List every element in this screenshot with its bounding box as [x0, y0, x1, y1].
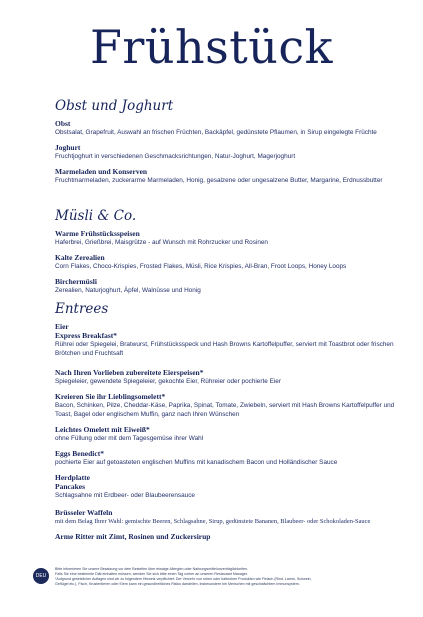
item-description: Fruchtjoghurt in verschiedenen Geschmacksrichtungen, Natur-Joghurt, Magerjoghurt — [55, 153, 296, 160]
section-entrees — [55, 301, 395, 547]
footer-line: Bitte informieren Sie unsere Besatzung vor dem Bestellen über etwaige Allergien oder Nahrungsmittelunverträglichkeiten. — [55, 567, 248, 571]
footer-line: *Aufgrund gesetzlicher Auflagen sind wir zu folgendem Hinweis verpflichtet: Der Verzehr von rohen oder halbrohen Produkten wie Fleisch (Rind, Lamm, Schwein, — [55, 577, 312, 581]
item-name: Pancakes — [55, 482, 85, 491]
section-muesli — [55, 208, 395, 301]
allergy-notice — [55, 567, 385, 587]
menu-item — [55, 119, 395, 137]
menu-item — [55, 449, 395, 467]
item-name: Nach Ihren Vorlieben zubereitete Eierspeisen* — [55, 368, 204, 377]
item-name: Birchermüsli — [55, 277, 97, 286]
item-name: Arme Ritter mit Zimt, Rosinen und Zuckersirup — [55, 532, 211, 541]
menu-item — [55, 482, 395, 500]
item-description: Zerealien, Naturjoghurt, Äpfel, Walnüsse und Honig — [55, 287, 201, 294]
footer-line: Falls Sie eine bestimmte Diät einhalten müssen, wenden Sie sich bitte einen Tag vorher an unseren Restaurant Manager. — [55, 572, 248, 576]
menu-item — [55, 532, 395, 541]
item-name: Herdplatte — [55, 473, 90, 482]
menu-item — [55, 167, 395, 185]
language-badge: DEU — [33, 568, 49, 584]
menu-item — [55, 392, 395, 419]
menu-item — [55, 508, 395, 526]
item-description: Spiegeleier, gewendete Spiegeleier, gekochte Eier, Rühreier oder pochierte Eier — [55, 378, 281, 385]
menu-item — [55, 322, 395, 331]
section-heading: Obst und Joghurt — [55, 98, 174, 114]
item-description: mit dem Belag Ihrer Wahl: gemischte Beeren, Schlagsahne, Sirup, gedünstete Bananen, Blaubeer- oder Schokoladen-Sauce — [55, 518, 371, 525]
item-name: Brüsseler Waffeln — [55, 508, 113, 517]
item-name: Warme Frühstücksspeisen — [55, 229, 140, 238]
item-name: Eier — [55, 322, 69, 331]
item-description: Fruchtmarmeladen, zuckerarme Marmeladen, Honig, gesalzene oder ungesalzene Butter, Margarine, Erdnussbutter — [55, 177, 383, 184]
item-description: ohne Füllung oder mit dem Tagesgemüse ihrer Wahl — [55, 435, 204, 442]
item-name: Express Breakfast* — [55, 331, 118, 340]
menu-item — [55, 229, 395, 247]
item-description: pochierte Eier auf getoasteten englischen Muffins mit kanadischem Bacon und Holländischer Sauce — [55, 459, 338, 466]
menu-item — [55, 253, 395, 271]
menu-item — [55, 368, 395, 386]
item-name: Eggs Benedict* — [55, 449, 104, 458]
item-name: Leichtes Omelett mit Eiweiß* — [55, 425, 150, 434]
item-description: Obstsalat, Grapefruit, Auswahl an frischen Früchten, Backäpfel, gedünstete Pflaumen, in Sirup eingelegte Früchte — [55, 129, 377, 136]
item-name: Kreieren Sie ihr Lieblingsomelett* — [55, 392, 166, 401]
item-name: Marmeladen und Konserven — [55, 167, 148, 176]
menu-item — [55, 425, 395, 443]
footer-line: Geflügel etc.), Fisch, Krustentieren oder Eiern kann ein gesundheitliches Risiko darstellen, insbesondere bei Menschen mit geschwächtem Immunsystem. — [55, 582, 300, 586]
item-name: Kalte Zerealien — [55, 253, 105, 262]
item-name: Obst — [55, 119, 71, 128]
item-description: Haferbrei, Grießbrei, Maisgrütze - auf Wunsch mit Rohrzucker und Rosinen — [55, 239, 268, 246]
item-description: Corn Flakes, Choco-Krispies, Frosted Flakes, Müsli, Rice Krispies, All-Bran, Froot Loops, Honey Loops — [55, 263, 347, 270]
item-description: Bacon, Schinken, Pilze, Cheddar-Käse, Paprika, Spinat, Tomate, Zwiebeln, serviert mit Hash Browns Kartoffelpuffer und Toast, Bagel oder englischem Muffin, ganz nach Ihren Wünschen — [55, 402, 395, 418]
menu-item — [55, 473, 395, 482]
menu-item — [55, 277, 395, 295]
item-description: Schlagsahne mit Erdbeer- oder Blaubeerensauce — [55, 492, 195, 499]
menu-item — [55, 331, 395, 358]
section-obst-joghurt — [55, 98, 395, 191]
menu-item — [55, 143, 395, 161]
section-heading: Entrees — [55, 301, 109, 317]
item-name: Joghurt — [55, 143, 81, 152]
item-description: Rührei oder Spiegelei, Bratwurst, Frühstücksspeck und Hash Browns Kartoffelpuffer, serviert mit Toastbrot oder frischen Brötchen und Fruchtsaft — [55, 341, 394, 357]
page-title: Frühstück — [89, 20, 333, 74]
section-heading: Müsli & Co. — [55, 208, 137, 224]
